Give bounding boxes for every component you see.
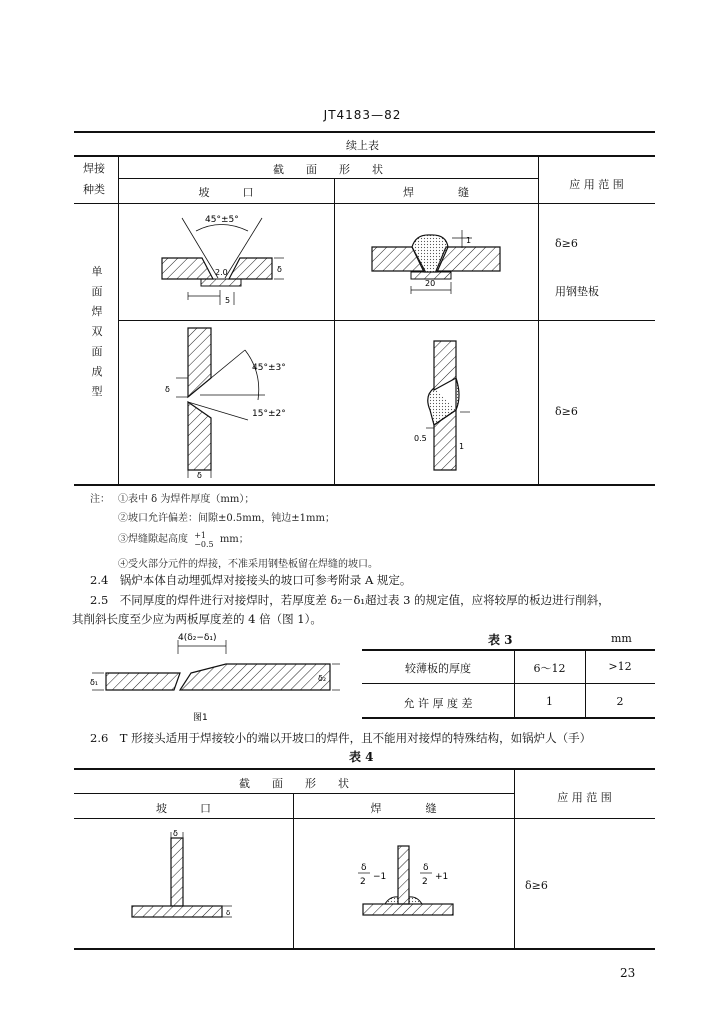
fig4-gap: 0.5: [414, 434, 427, 443]
table3-row1-label: 较薄板的厚度: [405, 662, 471, 675]
fig2-width: 20: [425, 279, 436, 288]
col-application: 应 用 范 围: [569, 178, 624, 191]
t-weld-right-den: 2: [422, 877, 428, 887]
para-2-6: 2.6 T 形接头适用于焊接较小的端以开坡口的焊件，且不能用对接焊的特殊结构，如锅炉人（手）: [90, 731, 592, 745]
t-weld-left-num: δ: [361, 863, 367, 873]
note-3: ③焊缝隙起高度 +1 −0.5 mm；: [118, 530, 249, 549]
col-weld: 焊 缝: [403, 186, 469, 199]
table3-title: 表 3: [488, 633, 513, 647]
fig3-side: δ: [197, 471, 202, 480]
fig3-angle1: 45°±3°: [252, 363, 286, 373]
table4-range: δ≥6: [525, 879, 548, 892]
row1-range: δ≥6: [555, 237, 578, 250]
note-4: ④受火部分元件的焊接，不准采用钢垫板留在焊缝的坡口。: [118, 559, 378, 570]
row-label: 单面焊双面成型: [91, 265, 103, 398]
t-weld-left-add: −1: [373, 872, 387, 882]
table4-col-groove: 坡 口: [156, 802, 211, 815]
document-code: JT4183—82: [323, 108, 402, 122]
table3-unit: mm: [611, 632, 632, 645]
t-groove-delta2: δ: [226, 909, 231, 917]
table4-col-section: 截 面 形 状: [239, 777, 349, 790]
t-weld-right-num: δ: [423, 863, 429, 873]
table3-row2-label: 允 许 厚 度 差: [403, 697, 473, 710]
table3-row2-c1: 1: [546, 695, 553, 708]
col-section-shape: 截 面 形 状: [273, 163, 383, 176]
page-number: 23: [620, 966, 636, 980]
table4-title: 表 4: [349, 750, 374, 764]
table4-col-weld: 焊 缝: [370, 802, 437, 815]
fig1-caption: 图1: [193, 713, 208, 723]
table3-row2-c2: 2: [616, 695, 624, 708]
row1-note: 用钢垫板: [555, 285, 599, 298]
fig1-delta: δ: [277, 265, 282, 274]
fig1-length-label: 4(δ₂−δ₁): [178, 633, 217, 643]
fig1-angle: 45°±5°: [205, 215, 239, 225]
table4-col-application: 应 用 范 围: [557, 791, 612, 804]
notes-title: 注：: [90, 494, 110, 505]
col-weld-type-2: 种类: [83, 183, 105, 196]
para-2-5-line2: 其削斜长度至少应为两板厚度差的 4 倍（图 1）。: [72, 612, 322, 626]
table3-row1-c2: >12: [608, 660, 632, 673]
note-1: ①表中 δ 为焊件厚度（mm）；: [118, 494, 255, 505]
table3-row1-c1: 6～12: [533, 662, 566, 675]
note-2: ②坡口允许偏差：间隙±0.5mm，钝边±1mm；: [118, 513, 335, 524]
t-groove-delta: δ: [173, 829, 178, 838]
fig1-gap: 2.0: [215, 268, 228, 277]
col-weld-type-1: 焊接: [83, 162, 105, 175]
fig1-d1: δ₁: [90, 678, 99, 687]
para-2-5-line1: 2.5 不同厚度的焊件进行对接焊时，若厚度差 δ₂－δ₁超过表 3 的规定值，应将较厚的板边进行削斜，: [90, 593, 610, 607]
t-groove-figure: [132, 829, 232, 917]
t-weld-right-add: +1: [435, 872, 449, 882]
fig1-d2: δ₂: [318, 674, 327, 683]
para-2-4: 2.4 锅炉本体自动埋弧焊对接接头的坡口可参考附录 A 规定。: [90, 573, 412, 587]
row2-range: δ≥6: [555, 405, 578, 418]
fig1-bottom: 5: [225, 296, 231, 305]
fig3-delta: δ: [165, 385, 170, 394]
fig4-one: 1: [459, 442, 465, 451]
fig2-top: 1: [466, 236, 472, 245]
fig3-angle2: 15°±2°: [252, 409, 286, 419]
continued-label: 续上表: [346, 139, 379, 152]
col-groove: 坡 口: [198, 186, 254, 199]
t-weld-figure: [358, 846, 453, 915]
t-weld-left-den: 2: [360, 877, 366, 887]
